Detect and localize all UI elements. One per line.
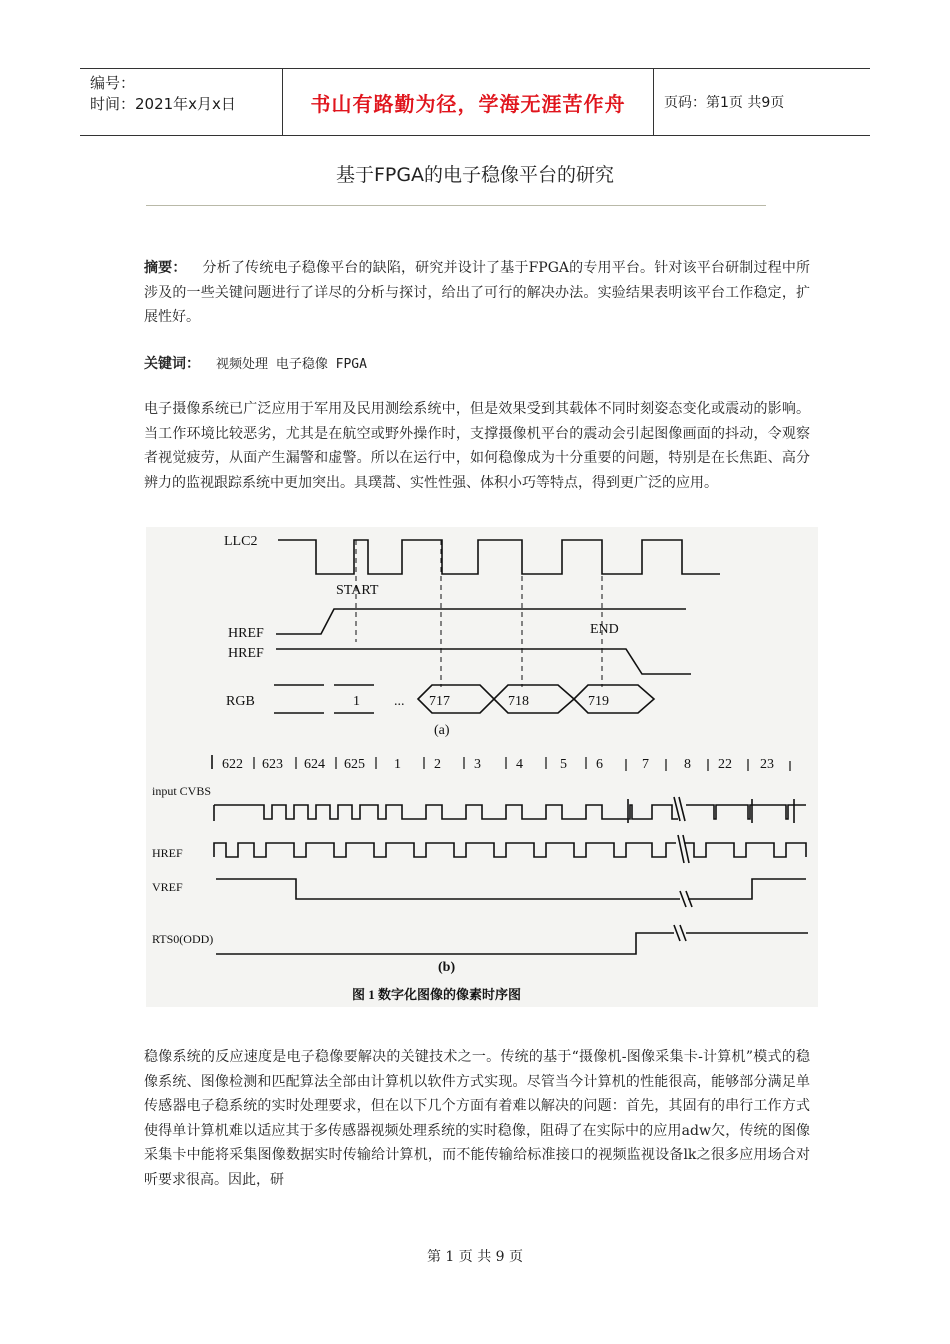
rts0-break [674, 925, 686, 941]
time-label: 时间：2021年x月x日 [90, 95, 236, 113]
line-number: 622 [222, 757, 243, 772]
signal-label-rts0: RTS0(ODD) [152, 932, 214, 946]
page-title: 基于FPGA的电子稳像平台的研究 [335, 164, 615, 186]
line-number: 22 [718, 757, 732, 772]
cvbs-break-marks [628, 797, 794, 823]
timing-diagram-figure [146, 527, 818, 1007]
href-fall-waveform [276, 649, 691, 674]
line-number: 624 [304, 757, 325, 772]
pixel-label-719: 719 [588, 694, 609, 709]
main-paragraph: 稳像系统的反应速度是电子稳像要解决的关键技术之一。传统的基于“摄像机-图像采集卡-计算机”模式的稳像系统、图像检测和匹配算法全部由计算机以软件方式实现。尽管当今计算机的性能很高，能够部分满足单传感器电子稳系统的实时处理要求，但在以下几个方面有着难以解决的问题：首先，其固有的串行工作方式使得单计算机难以适应其于多传感器视频处理系统的实时稳像，阻碍了在实际中的应用adw欠，传统的图像采集卡中能将采集图像数据实时传输给计算机，而不能传输给标准接口的视频监视设备lk之很多应用场合对听要求很高。因此，研 [144, 1049, 810, 1188]
start-label: START [336, 583, 379, 598]
timing-dashed-markers [356, 540, 602, 687]
intro-paragraph: 电子摄像系统已广泛应用于军用及民用测绘系统中，但是效果受到其载体不同时刻姿态变化或震动的影响。当工作环境比较恶劣，尤其是在航空或野外操作时，支撑摄像机平台的震动会引起图像画面的抖动，令观察者视觉疲劳，从面产生漏警和虚警。所以在运行中，如何稳像成为十分重要的问题，特别是在长焦距、高分辨力的监视跟踪系统中更加突出。具璞蒿、实性性强、体积小巧等特点，得到更广泛的应用。 [144, 401, 810, 491]
abstract-paragraph [144, 256, 810, 330]
vref-waveform [216, 879, 806, 899]
cvbs-waveform [214, 805, 806, 821]
title-divider [146, 205, 766, 206]
page-footer: 第 1 页 共 9 页 [426, 1249, 524, 1265]
llc2-waveform [278, 540, 720, 574]
keywords-label: 关键词： [144, 356, 200, 372]
href-b-break [678, 835, 689, 863]
line-number: 4 [516, 757, 523, 772]
pixel-label-717: 717 [429, 694, 450, 709]
line-number: 1 [394, 757, 401, 772]
header-page-label: 页码：第1页 共9页 [664, 95, 785, 111]
abstract-label: 摘要： [144, 260, 187, 276]
signal-label-vref: VREF [152, 880, 183, 894]
line-number: 3 [474, 757, 481, 772]
pixel-label-1: 1 [353, 694, 360, 709]
number-label: 编号： [90, 74, 136, 92]
line-number: 23 [760, 757, 774, 772]
signal-label-rgb: RGB [226, 694, 255, 709]
rts0-waveform [216, 933, 808, 954]
keywords-paragraph [144, 352, 810, 378]
line-number: 625 [344, 757, 365, 772]
rgb-bus-pixels [418, 685, 654, 713]
pixel-ellipsis: ... [394, 694, 405, 709]
subfigure-label-a: (a) [434, 723, 450, 738]
signal-label-cvbs: input CVBS [152, 784, 212, 798]
signal-label-href-1: HREF [228, 626, 264, 641]
line-number: 623 [262, 757, 283, 772]
href-rise-waveform [276, 609, 686, 634]
line-number: 2 [434, 757, 441, 772]
signal-label-href-2: HREF [228, 646, 264, 661]
header-meta [80, 69, 282, 135]
header-motto: 书山有路勤为径，学海无涯苦作舟 [282, 69, 654, 135]
signal-label-llc2: LLC2 [224, 534, 258, 549]
document-header [80, 68, 870, 136]
timing-diagram-svg [146, 527, 818, 1007]
keywords-text: 视频处理 电子稳像 FPGA [216, 357, 367, 372]
pixel-label-718: 718 [508, 694, 529, 709]
end-label: END [590, 622, 619, 637]
rgb-bus-idle [274, 685, 324, 713]
abstract-text: 分析了传统电子稳像平台的缺陷，研究并设计了基于FPGA的专用平台。针对该平台研制过程中所涉及的一些关键问题进行了详尽的分析与探讨，给出了可行的解决办法。实验结果表明该平台工作稳定，扩展性好。 [144, 260, 810, 326]
subfigure-label-b: (b) [438, 960, 456, 975]
line-number: 5 [560, 757, 567, 772]
href-b-waveform [214, 843, 806, 857]
line-number: 8 [684, 757, 691, 772]
figure-caption: 图 1 数字化图像的像素时序图 [352, 987, 522, 1002]
line-number: 7 [642, 757, 649, 772]
line-number: 6 [596, 757, 603, 772]
signal-label-href-b: HREF [152, 846, 183, 860]
